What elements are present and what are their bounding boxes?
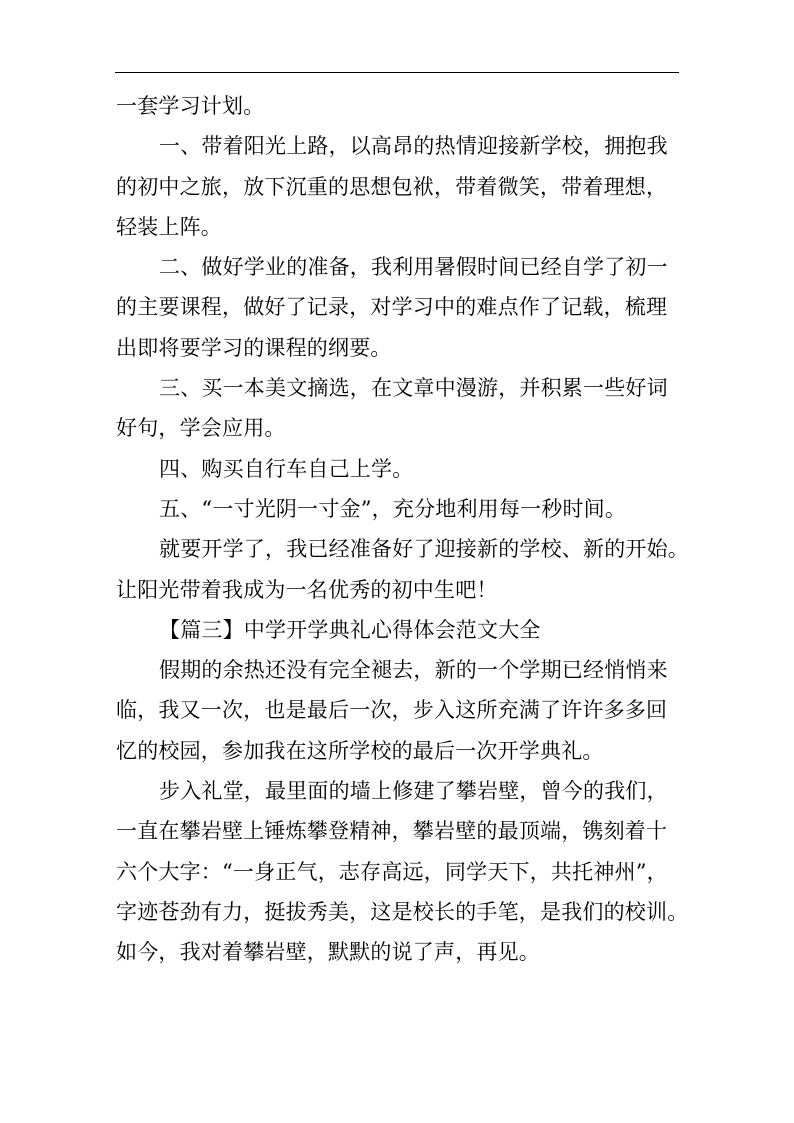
text-line: 一套学习计划。 (116, 94, 265, 118)
text-line: 四、购买自行车自己上学。 (159, 456, 414, 481)
text-line: 出即将要学习的课程的纲要。 (116, 335, 392, 360)
text-line: 的主要课程，做好了记录，对学习中的难点作了记载，梳理 (116, 295, 668, 320)
header-rule (115, 72, 679, 73)
text-line: 假期的余热还没有完全褪去，新的一个学期已经悄悄来 (159, 658, 668, 683)
text-line: 字迹苍劲有力，挺拔秀美，这是校长的手笔，是我们的校训。 (116, 899, 689, 924)
text-line: 就要开学了，我已经准备好了迎接新的学校、新的开始。 (159, 537, 689, 562)
text-line: 轻装上阵。 (116, 214, 222, 239)
text-line: 一、带着阳光上路，以高昂的热情迎接新学校，拥抱我 (159, 134, 668, 159)
text-line: 如今，我对着攀岩壁，默默的说了声，再见。 (116, 940, 540, 965)
text-line: 步入礼堂，最里面的墙上修建了攀岩壁，曾今的我们， (159, 779, 668, 804)
text-line: 一直在攀岩壁上锤炼攀登精神，攀岩壁的最顶端，镌刻着十 (116, 819, 668, 844)
text-line: 让阳光带着我成为一名优秀的初中生吧！ (116, 577, 498, 602)
text-line: 忆的校园，参加我在这所学校的最后一次开学典礼。 (116, 738, 604, 763)
text-line: 的初中之旅，放下沉重的思想包袱，带着微笑，带着理想， (116, 174, 668, 199)
document-body (116, 86, 689, 973)
text-line: 临，我又一次，也是最后一次，步入这所充满了许许多多回 (116, 698, 668, 723)
text-line: 二、做好学业的准备，我利用暑假时间已经自学了初一 (159, 255, 668, 280)
text-line: 好句，学会应用。 (116, 416, 286, 441)
text-line: 六个大字：“一身正气，志存高远，同学天下，共托神州”， (116, 859, 668, 884)
text-line: 三、买一本美文摘选，在文章中漫游，并积累一些好词 (159, 376, 668, 401)
section-heading: 【篇三】中学开学典礼心得体会范文大全 (159, 617, 541, 642)
text-line: 五、“一寸光阴一寸金”，充分地利用每一秒时间。 (159, 496, 627, 521)
